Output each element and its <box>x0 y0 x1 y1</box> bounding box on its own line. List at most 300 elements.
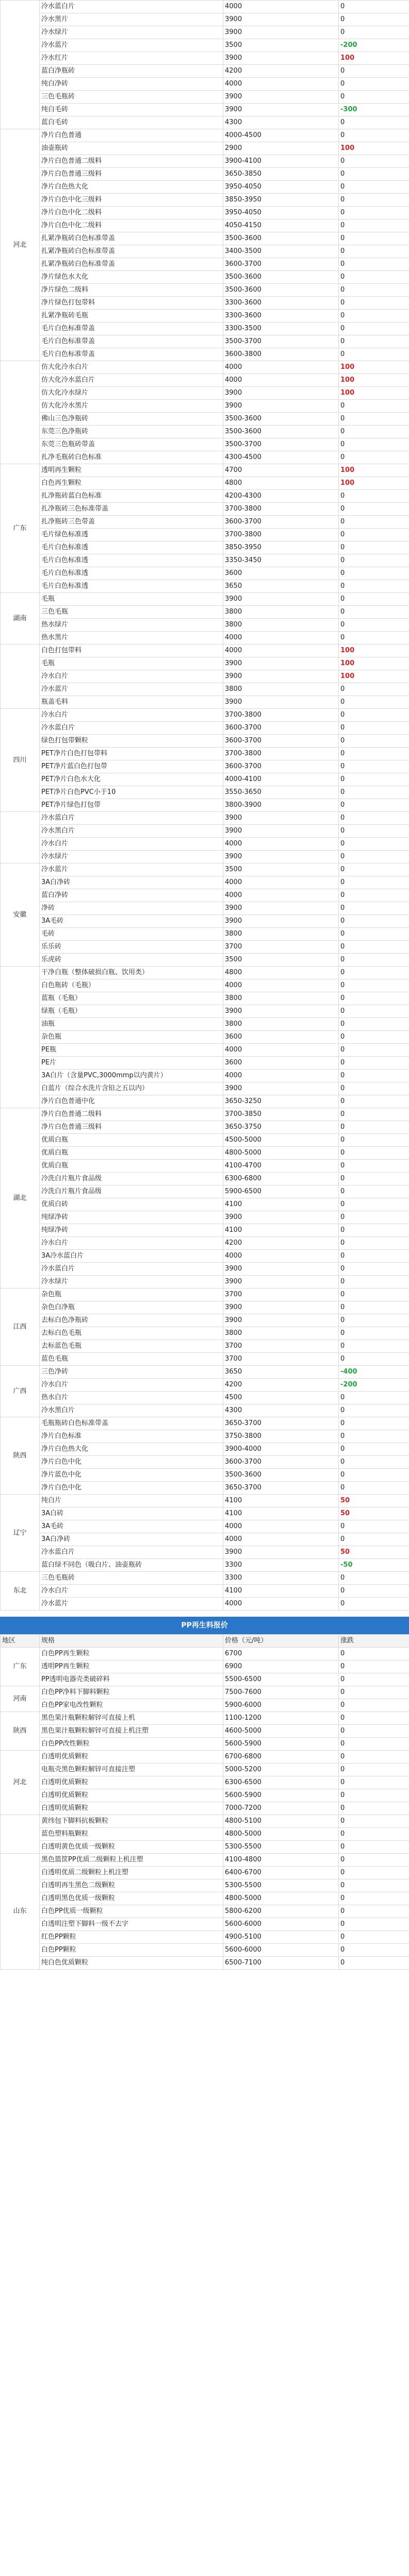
change-cell: -200 <box>339 39 409 52</box>
price-cell: 3600-3700 <box>223 516 339 529</box>
price-cell: 4200-4300 <box>223 490 339 503</box>
price-cell: 3350-3450 <box>223 554 339 567</box>
table-row <box>1 1559 409 1572</box>
region-cell <box>1 645 40 709</box>
price-cell: 3650-3250 <box>223 1095 339 1108</box>
spec-cell: 净片白色热大化 <box>40 181 223 194</box>
change-cell: 0 <box>339 1751 409 1764</box>
price-cell: 4200 <box>223 1379 339 1392</box>
spec-cell: 扎紧净瓶砖毛瓶 <box>40 310 223 323</box>
change-cell: 0 <box>339 1173 409 1185</box>
price-cell: 3500 <box>223 863 339 876</box>
change-cell: 0 <box>339 116 409 129</box>
spec-cell: 3A白净砖 <box>40 1533 223 1546</box>
table-row <box>1 426 409 438</box>
table-row <box>1 696 409 709</box>
table-row <box>1 155 409 168</box>
price-cell: 4000 <box>223 361 339 374</box>
spec-cell: PET净片绿色打包带 <box>40 799 223 812</box>
price-cell: 3800 <box>223 606 339 619</box>
spec-cell: 净片蓝色中化 <box>40 1469 223 1482</box>
change-cell: 0 <box>339 709 409 722</box>
change-cell: 0 <box>339 1725 409 1738</box>
spec-cell: 冷水蓝白片 <box>40 1263 223 1276</box>
pp-price-table <box>0 1634 409 1970</box>
spec-cell: 杂色白净瓶 <box>40 1301 223 1314</box>
price-cell: 2900 <box>223 142 339 155</box>
change-cell: 0 <box>339 1134 409 1147</box>
table-row <box>1 1082 409 1095</box>
spec-cell: 仿大化冷水蓝白片 <box>40 374 223 387</box>
change-cell: 0 <box>339 1802 409 1815</box>
change-cell: 0 <box>339 400 409 413</box>
table-row <box>1 1918 409 1931</box>
spec-cell: 干净白瓶（整体破损白瓶、饮用类） <box>40 967 223 979</box>
price-cell: 3900 <box>223 1211 339 1224</box>
change-cell: 0 <box>339 722 409 735</box>
price-cell: 3900 <box>223 1276 339 1289</box>
spec-cell: 毛片白色标准透 <box>40 580 223 593</box>
change-cell: 0 <box>339 1456 409 1469</box>
spec-cell: 净片白色中化二级料 <box>40 219 223 232</box>
price-cell: 4800 <box>223 967 339 979</box>
price-cell: 3700-3850 <box>223 1108 339 1121</box>
price-cell: 3900 <box>223 400 339 413</box>
price-cell: 4000 <box>223 1533 339 1546</box>
change-cell: 0 <box>339 1572 409 1585</box>
price-cell: 3700 <box>223 1340 339 1353</box>
change-cell: 0 <box>339 1841 409 1854</box>
spec-cell: 净片白色普通三级料 <box>40 1121 223 1134</box>
table-row <box>1 1879 409 1892</box>
table-row <box>1 39 409 52</box>
change-cell: 0 <box>339 632 409 645</box>
spec-cell: 蓝白绿不同色（吸白片、油壶瓶砖 <box>40 1559 223 1572</box>
table-row <box>1 593 409 606</box>
change-cell: 0 <box>339 1892 409 1905</box>
spec-cell: 净片白色中化三级料 <box>40 194 223 207</box>
spec-cell: 冷水蓝片 <box>40 39 223 52</box>
table-row <box>1 1751 409 1764</box>
table-row <box>1 1404 409 1417</box>
header-change: 涨跌 <box>339 1635 409 1648</box>
table-row <box>1 1430 409 1443</box>
table-row <box>1 374 409 387</box>
spec-cell: 三色毛瓶 <box>40 606 223 619</box>
change-cell: 0 <box>339 65 409 78</box>
spec-cell: 纯白色优质颗粒 <box>40 1957 223 1970</box>
table-row <box>1 1173 409 1185</box>
table-row <box>1 1147 409 1160</box>
price-cell: 6300-6800 <box>223 1173 339 1185</box>
table-row <box>1 232 409 245</box>
table-row <box>1 1892 409 1905</box>
spec-cell: 冷水白片 <box>40 709 223 722</box>
price-cell: 3850-3950 <box>223 194 339 207</box>
spec-cell: 纯绿净砖 <box>40 1224 223 1237</box>
spec-cell: 白透明优质颗粒 <box>40 1751 223 1764</box>
table-row <box>1 619 409 632</box>
table-row <box>1 323 409 335</box>
change-cell: 100 <box>339 645 409 657</box>
region-cell: 东北 <box>1 1572 40 1611</box>
price-cell: 6300-6500 <box>223 1776 339 1789</box>
spec-cell: 黑色篮筐PP优质二级颗粒上机注塑 <box>40 1854 223 1867</box>
table-row <box>1 760 409 773</box>
spec-cell: 冷水绿片 <box>40 851 223 863</box>
price-cell: 3700-3800 <box>223 503 339 516</box>
change-cell: 0 <box>339 1301 409 1314</box>
change-cell: 0 <box>339 1585 409 1598</box>
change-cell: 0 <box>339 219 409 232</box>
change-cell: 0 <box>339 928 409 941</box>
change-cell: 0 <box>339 1082 409 1095</box>
price-cell: 5300-5500 <box>223 1841 339 1854</box>
table-row <box>1 851 409 863</box>
price-cell: 3800-3900 <box>223 799 339 812</box>
table-row <box>1 1572 409 1585</box>
table-row <box>1 310 409 323</box>
spec-cell: 去标白色毛瓶 <box>40 1327 223 1340</box>
table-row <box>1 1314 409 1327</box>
spec-cell: 冷水蓝片 <box>40 863 223 876</box>
table-row <box>1 1070 409 1082</box>
header-spec: 规格 <box>40 1635 223 1648</box>
price-cell: 5500-6500 <box>223 1673 339 1686</box>
change-cell: 0 <box>339 297 409 310</box>
table-row <box>1 902 409 915</box>
spec-cell: 白透明优质颗粒 <box>40 1789 223 1802</box>
price-cell: 3950-4050 <box>223 181 339 194</box>
spec-cell: 3A冷水蓝白片 <box>40 1250 223 1263</box>
table-row <box>1 1095 409 1108</box>
price-cell: 7000-7200 <box>223 1802 339 1815</box>
change-cell: 0 <box>339 902 409 915</box>
change-cell: 0 <box>339 438 409 451</box>
spec-cell: 冷水绿片 <box>40 26 223 39</box>
price-cell: 3300 <box>223 1559 339 1572</box>
table-row <box>1 1469 409 1482</box>
spec-cell: 瓶盖毛料 <box>40 696 223 709</box>
table-row <box>1 838 409 851</box>
spec-cell: 净片白色中化二级料 <box>40 207 223 219</box>
price-cell: 4000 <box>223 876 339 889</box>
price-cell: 3900 <box>223 1082 339 1095</box>
spec-cell: 仿大化冷水黑片 <box>40 400 223 413</box>
price-cell: 3700 <box>223 1353 339 1366</box>
change-cell: 0 <box>339 619 409 632</box>
table-row <box>1 194 409 207</box>
table-row <box>1 683 409 696</box>
change-cell: 0 <box>339 1057 409 1070</box>
spec-cell: 冷洗白片瓶片食品级 <box>40 1173 223 1185</box>
table-row <box>1 400 409 413</box>
change-cell: 0 <box>339 91 409 104</box>
spec-cell: 纯白净砖 <box>40 78 223 91</box>
price-cell: 6400-6700 <box>223 1867 339 1879</box>
table-row <box>1 464 409 477</box>
table-row <box>1 1764 409 1776</box>
spec-cell: 佛山三色净瓶砖 <box>40 413 223 426</box>
table-row <box>1 1673 409 1686</box>
change-cell: 0 <box>339 1224 409 1237</box>
spec-cell: 东莞三色瓶砖带盖 <box>40 438 223 451</box>
spec-cell: 三色毛瓶砖 <box>40 1572 223 1585</box>
spec-cell: PE瓶 <box>40 1044 223 1057</box>
change-cell: 0 <box>339 979 409 992</box>
change-cell: 0 <box>339 310 409 323</box>
price-cell: 3750-3800 <box>223 1430 339 1443</box>
change-cell: 0 <box>339 1198 409 1211</box>
spec-cell: 净片白色标准 <box>40 1430 223 1443</box>
spec-cell: 白色PP优质一级颗粒 <box>40 1905 223 1918</box>
table-row <box>1 361 409 374</box>
change-cell: 0 <box>339 838 409 851</box>
price-cell: 3800 <box>223 1327 339 1340</box>
spec-cell: 三色净砖 <box>40 1366 223 1379</box>
spec-cell: 净片白色中化 <box>40 1456 223 1469</box>
table-row <box>1 1725 409 1738</box>
change-cell: 0 <box>339 413 409 426</box>
price-cell: 3900-4100 <box>223 155 339 168</box>
change-cell: -200 <box>339 1379 409 1392</box>
price-cell: 3500-3600 <box>223 271 339 284</box>
price-cell: 5600-6000 <box>223 1944 339 1957</box>
price-cell: 6700-6800 <box>223 1751 339 1764</box>
price-cell: 3600-3700 <box>223 722 339 735</box>
change-cell: 0 <box>339 1353 409 1366</box>
change-cell: 0 <box>339 1185 409 1198</box>
header-region: 地区 <box>1 1635 40 1648</box>
region-cell: 广东 <box>1 1648 40 1686</box>
change-cell: 0 <box>339 863 409 876</box>
change-cell: 0 <box>339 348 409 361</box>
change-cell: 0 <box>339 529 409 541</box>
change-cell: 0 <box>339 1031 409 1044</box>
price-cell: 4100 <box>223 1224 339 1237</box>
price-cell: 3800 <box>223 683 339 696</box>
table-row <box>1 1546 409 1559</box>
table-row <box>1 1276 409 1289</box>
table-row <box>1 1520 409 1533</box>
change-cell: 0 <box>339 554 409 567</box>
region-cell <box>1 361 40 464</box>
spec-cell: 冷水白片 <box>40 838 223 851</box>
change-cell: 0 <box>339 786 409 799</box>
table-row <box>1 1802 409 1815</box>
spec-cell: PE片 <box>40 1057 223 1070</box>
region-cell: 广西 <box>1 1366 40 1417</box>
price-cell: 3500-3600 <box>223 284 339 297</box>
region-cell: 湖北 <box>1 1108 40 1289</box>
spec-cell: 乐乐砖 <box>40 941 223 954</box>
table-row <box>1 1185 409 1198</box>
price-cell: 3600-3700 <box>223 1456 339 1469</box>
price-cell: 4600-5000 <box>223 1725 339 1738</box>
price-cell: 3600 <box>223 1057 339 1070</box>
change-cell: 0 <box>339 1867 409 1879</box>
spec-cell: 去标白色净瓶砖 <box>40 1314 223 1327</box>
spec-cell: 冷水白片 <box>40 1379 223 1392</box>
change-cell: 0 <box>339 1289 409 1301</box>
table-row <box>1 1237 409 1250</box>
change-cell: 0 <box>339 503 409 516</box>
pp-price-section <box>0 1617 409 1970</box>
change-cell: 0 <box>339 1660 409 1673</box>
price-cell: 3700-3800 <box>223 748 339 760</box>
table-row <box>1 1250 409 1263</box>
change-cell: 50 <box>339 1495 409 1507</box>
change-cell: 100 <box>339 657 409 670</box>
table-row <box>1 104 409 116</box>
change-cell: 0 <box>339 335 409 348</box>
spec-cell: PET净片蓝白色打包带 <box>40 760 223 773</box>
price-cell: 4000 <box>223 1070 339 1082</box>
price-cell: 3500-3700 <box>223 438 339 451</box>
change-cell: 0 <box>339 1648 409 1660</box>
change-cell: 0 <box>339 812 409 825</box>
change-cell: 0 <box>339 606 409 619</box>
price-cell: 3900 <box>223 593 339 606</box>
price-cell: 4100 <box>223 1507 339 1520</box>
region-cell <box>1 812 40 863</box>
price-cell: 3900 <box>223 670 339 683</box>
table-row <box>1 1854 409 1867</box>
table-row <box>1 78 409 91</box>
table-row <box>1 954 409 967</box>
price-cell: 4800-5000 <box>223 1892 339 1905</box>
change-cell: 0 <box>339 593 409 606</box>
table-row <box>1 773 409 786</box>
spec-cell: 冷水绿片 <box>40 1276 223 1289</box>
table-row <box>1 413 409 426</box>
price-cell: 4100 <box>223 1198 339 1211</box>
price-cell: 3500-3600 <box>223 232 339 245</box>
table-row <box>1 1648 409 1660</box>
spec-cell: 毛片白色标准带盖 <box>40 323 223 335</box>
spec-cell: 冷水蓝白片 <box>40 1546 223 1559</box>
change-cell: 0 <box>339 258 409 271</box>
price-cell: 3900-4000 <box>223 1443 339 1456</box>
spec-cell: 毛砖 <box>40 928 223 941</box>
spec-cell: PET净片白色打包带料 <box>40 748 223 760</box>
spec-cell: 毛片白色标准透 <box>40 541 223 554</box>
region-cell: 安徽 <box>1 863 40 967</box>
change-cell: 0 <box>339 992 409 1005</box>
region-cell: 河北 <box>1 1751 40 1815</box>
table-row <box>1 1456 409 1469</box>
change-cell: -400 <box>339 1366 409 1379</box>
change-cell: 0 <box>339 1598 409 1611</box>
price-cell: 4000-4500 <box>223 129 339 142</box>
change-cell: 0 <box>339 323 409 335</box>
spec-cell: PET净片白色PVC小于10 <box>40 786 223 799</box>
spec-cell: 净片绿色打包带料 <box>40 297 223 310</box>
change-cell: 0 <box>339 683 409 696</box>
price-cell: 3900 <box>223 1314 339 1327</box>
change-cell: 0 <box>339 567 409 580</box>
table-row <box>1 606 409 619</box>
table-row <box>1 219 409 232</box>
price-cell: 5600-6000 <box>223 1918 339 1931</box>
price-cell: 3650-3700 <box>223 1417 339 1430</box>
change-cell: 0 <box>339 1340 409 1353</box>
change-cell: 0 <box>339 1699 409 1712</box>
change-cell: 0 <box>339 915 409 928</box>
spec-cell: 毛片白色标准透 <box>40 567 223 580</box>
price-cell: 5900-6000 <box>223 1699 339 1712</box>
table-row <box>1 1353 409 1366</box>
price-cell: 3500 <box>223 39 339 52</box>
change-cell: 0 <box>339 245 409 258</box>
price-cell: 3900 <box>223 915 339 928</box>
change-cell: 0 <box>339 1147 409 1160</box>
table-row <box>1 1057 409 1070</box>
change-cell: 0 <box>339 735 409 748</box>
table-row <box>1 348 409 361</box>
price-cell: 3500-3600 <box>223 1469 339 1482</box>
table-row <box>1 516 409 529</box>
change-cell: 0 <box>339 1211 409 1224</box>
change-cell: 0 <box>339 799 409 812</box>
spec-cell: 黑色果汁瓶颗粒解锌可直接上机 <box>40 1712 223 1725</box>
change-cell: 0 <box>339 1712 409 1725</box>
spec-cell: 蓝白毛砖 <box>40 116 223 129</box>
change-cell: 0 <box>339 876 409 889</box>
spec-cell: 绿瓶（毛瓶） <box>40 1005 223 1018</box>
spec-cell: 扎紧净瓶砖白色标准带盖 <box>40 258 223 271</box>
table-row <box>1 709 409 722</box>
price-cell: 3800 <box>223 1018 339 1031</box>
region-cell: 陕西 <box>1 1417 40 1495</box>
change-cell: 0 <box>339 1160 409 1173</box>
price-cell: 3900 <box>223 902 339 915</box>
table-row <box>1 992 409 1005</box>
spec-cell: 白蓝片（综合水洗片含铅之五以内） <box>40 1082 223 1095</box>
change-cell: 0 <box>339 851 409 863</box>
table-row <box>1 1905 409 1918</box>
spec-cell: 冷水红片 <box>40 52 223 65</box>
spec-cell: 优质白瓶 <box>40 1147 223 1160</box>
region-cell: 四川 <box>1 709 40 812</box>
change-cell: 0 <box>339 889 409 902</box>
table-row <box>1 876 409 889</box>
table-row <box>1 52 409 65</box>
price-cell: 5600-5900 <box>223 1738 339 1751</box>
price-cell: 4500 <box>223 1392 339 1404</box>
price-cell: 4000 <box>223 78 339 91</box>
price-cell: 5600-5900 <box>223 1789 339 1802</box>
spec-cell: 冷水白片 <box>40 670 223 683</box>
spec-cell: 毛瓶瓶砖白色标准带盖 <box>40 1417 223 1430</box>
price-cell: 3650-3750 <box>223 1121 339 1134</box>
price-cell: 5300-5500 <box>223 1879 339 1892</box>
price-cell: 4100 <box>223 1495 339 1507</box>
spec-cell: 白透明注塑下脚料一级不去字 <box>40 1918 223 1931</box>
spec-cell: 仿大化冷水绿片 <box>40 387 223 400</box>
table-row <box>1 1263 409 1276</box>
spec-cell: 冷水黑白片 <box>40 825 223 838</box>
region-cell: 陕西 <box>1 1712 40 1751</box>
price-cell: 3650-3850 <box>223 168 339 181</box>
table-row <box>1 941 409 954</box>
price-cell: 3500-3600 <box>223 426 339 438</box>
price-cell: 6900 <box>223 1660 339 1673</box>
change-cell: 0 <box>339 232 409 245</box>
region-cell <box>1 1 40 129</box>
price-cell: 4000-4100 <box>223 773 339 786</box>
spec-cell: 杂色瓶 <box>40 1031 223 1044</box>
